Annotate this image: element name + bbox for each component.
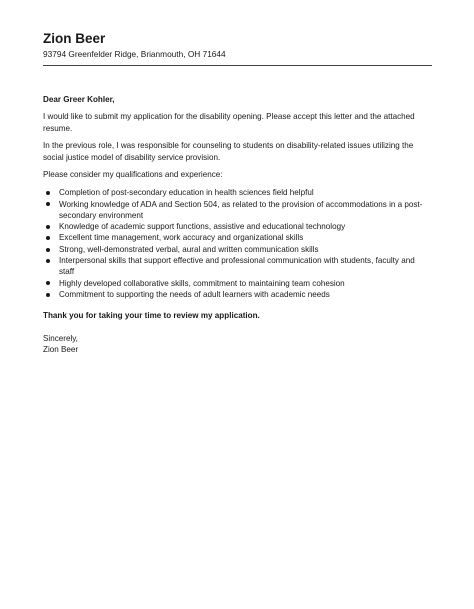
list-item	[43, 289, 431, 300]
list-item	[43, 255, 431, 278]
bullet-icon	[46, 248, 50, 252]
list-item	[43, 221, 431, 232]
list-item	[43, 187, 431, 198]
sender-address: 93794 Greenfelder Ridge, Brianmouth, OH 71644	[43, 49, 226, 59]
list-item-text: Commitment to supporting the needs of adult learners with academic needs	[59, 289, 330, 299]
list-item	[43, 199, 431, 222]
list-item-text: Strong, well-demonstrated verbal, aural and written communication skills	[59, 244, 319, 254]
list-item-text: Knowledge of academic support functions, assistive and educational technology	[59, 222, 346, 232]
bullet-icon	[46, 225, 50, 229]
bullet-icon	[46, 281, 50, 285]
bullet-icon	[46, 191, 50, 195]
bullet-icon	[46, 202, 50, 206]
paragraph-intro: I would like to submit my application for the disability opening. Please accept this letter and the attached resume.	[43, 112, 415, 133]
paragraph-qualifications-lead: Please consider my qualifications and experience:	[43, 170, 223, 180]
list-item-text: Highly developed collaborative skills, commitment to maintaining team cohesion	[59, 278, 345, 288]
list-item-text: Interpersonal skills that support effective and professional communication with students, faculty and staff	[59, 256, 415, 277]
letter-body	[43, 94, 431, 355]
list-item-text: Working knowledge of ADA and Section 504, as related to the provision of accommodations in a post-secondary environment	[59, 199, 423, 220]
sender-name: Zion Beer	[43, 31, 106, 46]
closing-statement: Thank you for taking your time to review my application.	[43, 311, 260, 321]
bullet-icon	[46, 236, 50, 240]
list-item-text: Excellent time management, work accuracy and organizational skills	[59, 233, 304, 243]
list-item	[43, 244, 431, 255]
signature-name: Zion Beer	[43, 344, 79, 354]
salutation: Dear Greer Kohler,	[43, 95, 115, 104]
list-item-text: Completion of post-secondary education in health sciences field helpful	[59, 188, 314, 198]
bullet-icon	[46, 259, 50, 263]
qualifications-list	[43, 187, 431, 300]
list-item	[43, 232, 431, 243]
bullet-icon	[46, 293, 50, 297]
signoff: Sincerely,	[43, 333, 78, 343]
header-divider	[43, 65, 432, 66]
list-item	[43, 278, 431, 289]
letter-header	[43, 31, 433, 60]
paragraph-experience: In the previous role, I was responsible for counseling to students on disability-related issues utilizing the social justice model of disability service provision.	[43, 141, 414, 162]
